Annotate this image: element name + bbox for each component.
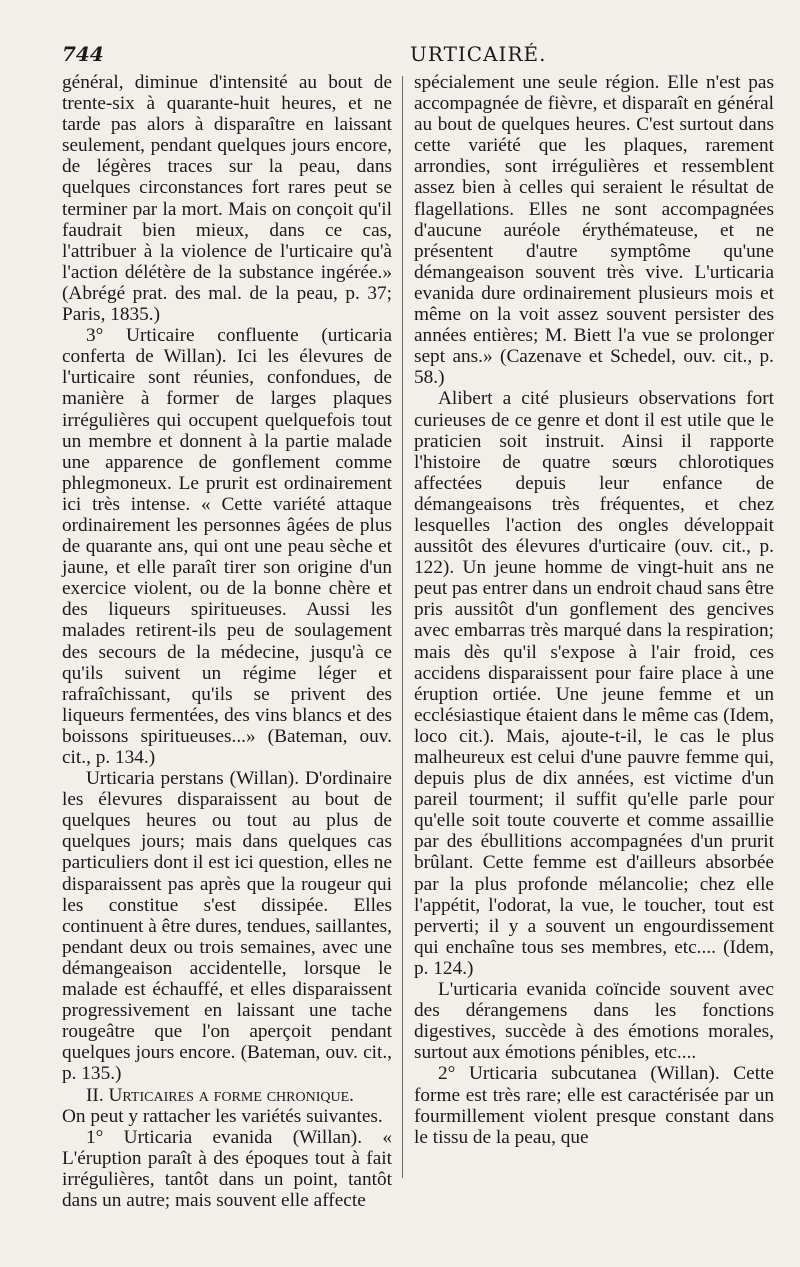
paragraph: général, diminue d'intensité au bout de trente-six à quarante-huit heures, et ne tarde pas alors à disparaître en laissant seulement, pendant quelques jours encore, de légères traces sur la peau, dans quelques circonstances fort rares peut se terminer par la mort. Mais on conçoit qu'il faudrait bien mieux, dans ce cas, l'attribuer à la violence de l'urticaire qu'à l'action délétère de la substance ingérée.» (Abrégé prat. des mal. de la peau, p. 37; Paris, 1835.) [62,72,392,326]
paragraph: Urticaria perstans (Willan). D'ordinaire les élevures disparaissent au bout de quelques heures ou tout au plus de quelques jours; mais dans quelques cas particuliers dont il est ici question, elles ne disparaissent pas après que la rougeur qui les constitue s'est dissipée. Elles continuent à être dures, tendues, saillantes, pendant deux ou trois semaines, avec une démangeaison accidentelle, lorsque le malade est échauffé, et elles disparaissent progressivement en laissant une tache rougeâtre que l'on aperçoit pendant quelques jours encore. (Bateman, ouv. cit., p. 135.) [62,768,392,1085]
page-header [62,42,772,72]
paragraph: 1° Urticaria evanida (Willan). « L'éruption paraît à des époques tout à fait irrégulières, tantôt dans un point, tantôt dans un autre; mais souvent elle affecte [62,1126,392,1211]
paragraph: On peut y rattacher les variétés suivantes. [62,1105,383,1127]
paragraph: 3° Urticaire confluente (urticaria conferta de Willan). Ici les élevures de l'urticaire sont réunies, confondues, de manière à former de larges plaques irrégulières qui occupent quelquefois tout un membre et donnent à la partie malade une apparence de gonflement comme phlegmoneux. Le prurit est ordinairement ici très intense. « Cette variété attaque ordinairement les personnes âgées de plus de quarante ans, qui ont une peau sèche et jaune, et elle paraît tirer son origine d'un exercice violent, ou de la bonne chère et des liqueurs spiritueuses. Aussi les malades retirent-ils peu de soulagement des secours de la médecine, jusqu'à ce qu'ils suivent un régime léger et rafraîchissant, qu'ils se privent des liqueurs fermentées, des vins blancs et des boissons spiritueuses...» (Bateman, ouv. cit., p. 134.) [62,325,392,768]
running-head: URTICAIRÉ. [410,42,547,66]
paragraph: spécialement une seule région. Elle n'est pas accompagnée de fièvre, et disparaît en général au bout de quelques heures. C'est surtout dans cette variété que les plaques, rarement arrondies, sont irrégulières et ressemblent assez bien à celles qui seraient le résultat de flagellations. Elles ne sont accompagnées d'aucune auréole érythémateuse, et ne présentent d'autre symptôme qu'une démangeaison souvent très vive. L'urticaria evanida dure ordinairement plusieurs mois et même on la voit assez souvent persister des années entières; M. Biett l'a vue se prolonger sept ans.» (Cazenave et Schedel, ouv. cit., p. 58.) [414,72,774,389]
right-column [414,72,774,1148]
page-number: 744 [62,42,104,66]
section-heading: II. Urticaires a forme chronique. [86,1084,354,1106]
column-divider [402,76,403,1178]
paragraph: L'urticaria evanida coïncide souvent avec des dérangemens dans les fonctions digestives, succède à des émotions morales, surtout aux émotions pénibles, etc.... [414,979,774,1064]
paragraph: 2° Urticaria subcutanea (Willan). Cette forme est très rare; elle est caractérisée par un fourmillement violent presque constant dans le tissu de la peau, que [414,1063,774,1148]
paragraph: Alibert a cité plusieurs observations fort curieuses de ce genre et dont il est utile que le praticien soit instruit. Ainsi il rapporte l'histoire de quatre sœurs chlorotiques affectées depuis leur enfance de démangeaisons très fréquentes, et chez lesquelles l'action des ongles développait aussitôt des élevures d'urticaire (ouv. cit., p. 122). Un jeune homme de vingt-huit ans ne peut pas entrer dans un endroit chaud sans être pris aussitôt d'un gonflement des gencives avec embarras très marqué dans la respiration; mais dès qu'il s'expose à l'air froid, ces accidens disparaissent pour faire place à une éruption ortiée. Une jeune femme et un ecclésiastique étaient dans le même cas (Idem, loco cit.). Mais, ajoute-t-il, le cas le plus malheureux est celui d'une pauvre femme qui, depuis plus de dix années, est victime d'un pareil tourment; il suffit qu'elle parle pour qu'elle soit toute couverte et comme assaillie par des ébullitions accompagnées d'un prurit brûlant. Cette femme est d'ailleurs absorbée par la plus profonde mélancolie; chez elle l'appétit, l'odorat, la vue, le toucher, tout est perverti; il y a souvent un engourdissement qui enchaîne tous ses membres, etc.... (Idem, p. 124.) [414,388,774,979]
left-column [62,72,392,1211]
